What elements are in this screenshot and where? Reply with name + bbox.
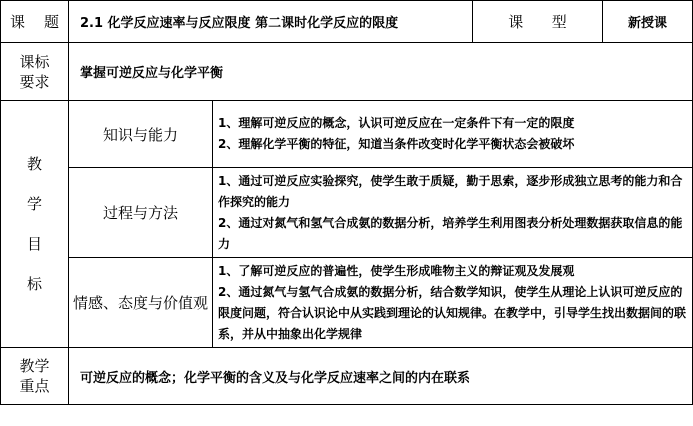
objectives-char: 学 xyxy=(26,195,42,213)
objective-line: 2、通过对氮气和氢气合成氨的数据分析，培养学生利用图表分析处理数据获取信息的能力 xyxy=(218,215,683,251)
topic-label: 课 题 xyxy=(9,13,60,31)
key-points-value: 可逆反应的概念；化学平衡的含义及与化学反应速率之间的内在联系 xyxy=(80,370,471,386)
objective-category-process: 过程与方法 xyxy=(102,204,178,222)
objective-line: 2、理解化学平衡的特征，知道当条件改变时化学平衡状态会被破坏 xyxy=(218,137,575,151)
objective-content-knowledge xyxy=(218,101,688,167)
requirement-label xyxy=(1,43,68,100)
topic-value: 2.1 化学反应速率与反应限度 第二课时化学反应的限度 xyxy=(80,16,399,31)
objective-line: 2、通过氮气与氢气合成氨的数据分析，结合数学知识，使学生从理论上认识可逆反应的限度问题，符合认识论中从实践到理论的认知规律。在教学中，引导学生找出数据间的联系，并从中抽象出化学规律 xyxy=(218,284,687,341)
requirement-label-line2: 要求 xyxy=(19,72,50,91)
objective-content-attitude xyxy=(218,258,688,347)
objective-line: 1、理解可逆反应的概念，认识可逆反应在一定条件下有一定的限度 xyxy=(218,116,575,130)
objective-content-process xyxy=(218,168,688,257)
key-points-label-line2: 重点 xyxy=(19,377,50,395)
objective-category-knowledge: 知识与能力 xyxy=(102,125,178,144)
objectives-char: 标 xyxy=(26,275,42,293)
objectives-char: 教 xyxy=(26,155,42,173)
objective-line: 1、通过可逆反应实验探究，使学生敢于质疑，勤于思索，逐步形成独立思考的能力和合作探究的能力 xyxy=(218,173,683,209)
objectives-char: 目 xyxy=(26,235,42,253)
key-points-label-line1: 教学 xyxy=(19,357,50,375)
key-points-label xyxy=(1,348,68,404)
requirement-value: 掌握可逆反应与化学平衡 xyxy=(80,66,224,81)
objective-category-attitude: 情感、态度与价值观 xyxy=(72,294,208,312)
type-value: 新授课 xyxy=(627,16,667,31)
objective-line: 1、了解可逆反应的普遍性，使学生形成唯物主义的辩证观及发展观 xyxy=(218,263,575,278)
type-label: 课 型 xyxy=(508,13,567,31)
objectives-label xyxy=(1,101,68,347)
requirement-label-line1: 课标 xyxy=(19,52,50,71)
